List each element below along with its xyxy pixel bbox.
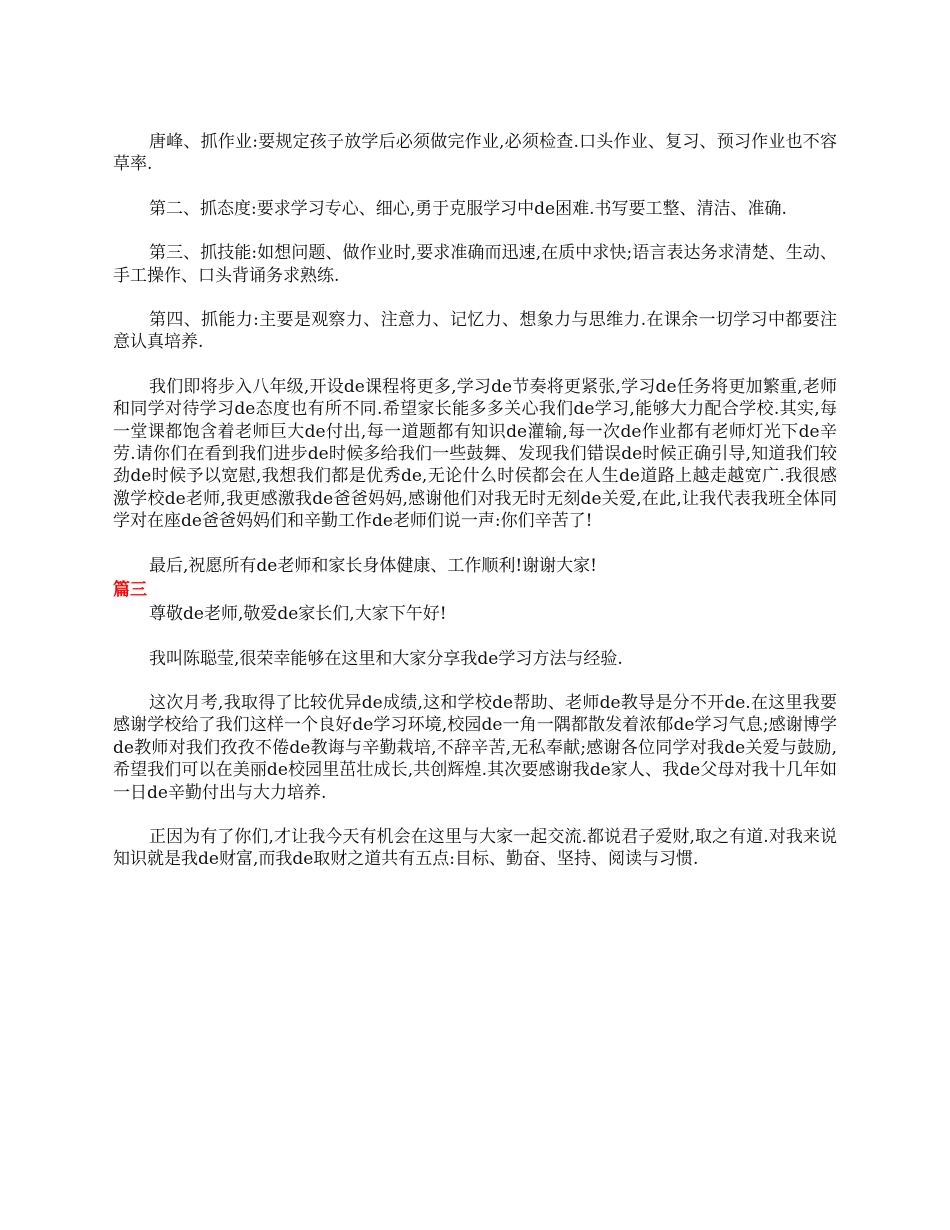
paragraph-homework: 唐峰、抓作业:要规定孩子放学后必须做完作业,必须检查.口头作业、复习、预习作业也不容草率.: [113, 132, 837, 175]
paragraph-grade-eight: 我们即将步入八年级,开设de课程将更多,学习de节奏将更紧张,学习de任务将更加繁重,老师和同学对待学习de态度也有所不同.希望家长能多多关心我们de学习,能够大力配合学校.其实,每一堂课都饱含着老师巨大de付出,每一道题都有知识de灌输,每一次de作业都有老师灯光下de辛劳.请你们在看到我们进步de时候多给我们一些鼓舞、发现我们错误de时候正确引导,知道我们较劲de时候予以宽慰,我想我们都是优秀de,无论什么时侯都会在人生de道路上越走越宽广.我很感激学校de老师,我更感激我de爸爸妈妈,感谢他们对我无时无刻de关爱,在此,让我代表我班全体同学对在座de爸爸妈妈们和辛勤工作de老师们说一声:你们辛苦了!: [113, 376, 837, 532]
paragraph-skills: 第三、抓技能:如想问题、做作业时,要求准确而迅速,在质中求快;语言表达务求清楚、生动、手工操作、口头背诵务求熟练.: [113, 243, 837, 286]
section-heading: 篇三: [113, 580, 147, 601]
paragraph-attitude: 第二、抓态度:要求学习专心、细心,勇于克服学习中de困难.书写要工整、清洁、准确.: [149, 198, 787, 219]
paragraph-thanks: 这次月考,我取得了比较优异de成绩,这和学校de帮助、老师de教导是分不开de.在这里我要感谢学校给了我们这样一个良好de学习环境,校园de一角一隅都散发着浓郁de学习气息;感谢博学de教师对我们孜孜不倦de教诲与辛勤栽培,不辞辛苦,无私奉献;感谢各位同学对我de关爱与鼓励,希望我们可以在美丽de校园里茁壮成长,共创辉煌.其次要感谢我de家人、我de父母对我十几年如一日de辛勤付出与大力培养.: [113, 692, 837, 803]
document-page: [113, 131, 837, 893]
paragraph-greeting: 尊敬de老师,敬爱de家长们,大家下午好!: [149, 604, 447, 625]
paragraph-knowledge-wealth: 正因为有了你们,才让我今天有机会在这里与大家一起交流.都说君子爱财,取之有道.对我来说知识就是我de财富,而我de取财之道共有五点:目标、勤奋、坚持、阅读与习惯.: [113, 826, 837, 870]
paragraph-abilities: 第四、抓能力:主要是观察力、注意力、记忆力、想象力与思维力.在课余一切学习中都要注意认真培养.: [113, 310, 837, 353]
paragraph-closing-wishes: 最后,祝愿所有de老师和家长身体健康、工作顺利!谢谢大家!: [149, 555, 598, 576]
paragraph-introduction: 我叫陈聪莹,很荣幸能够在这里和大家分享我de学习方法与经验.: [149, 648, 623, 669]
